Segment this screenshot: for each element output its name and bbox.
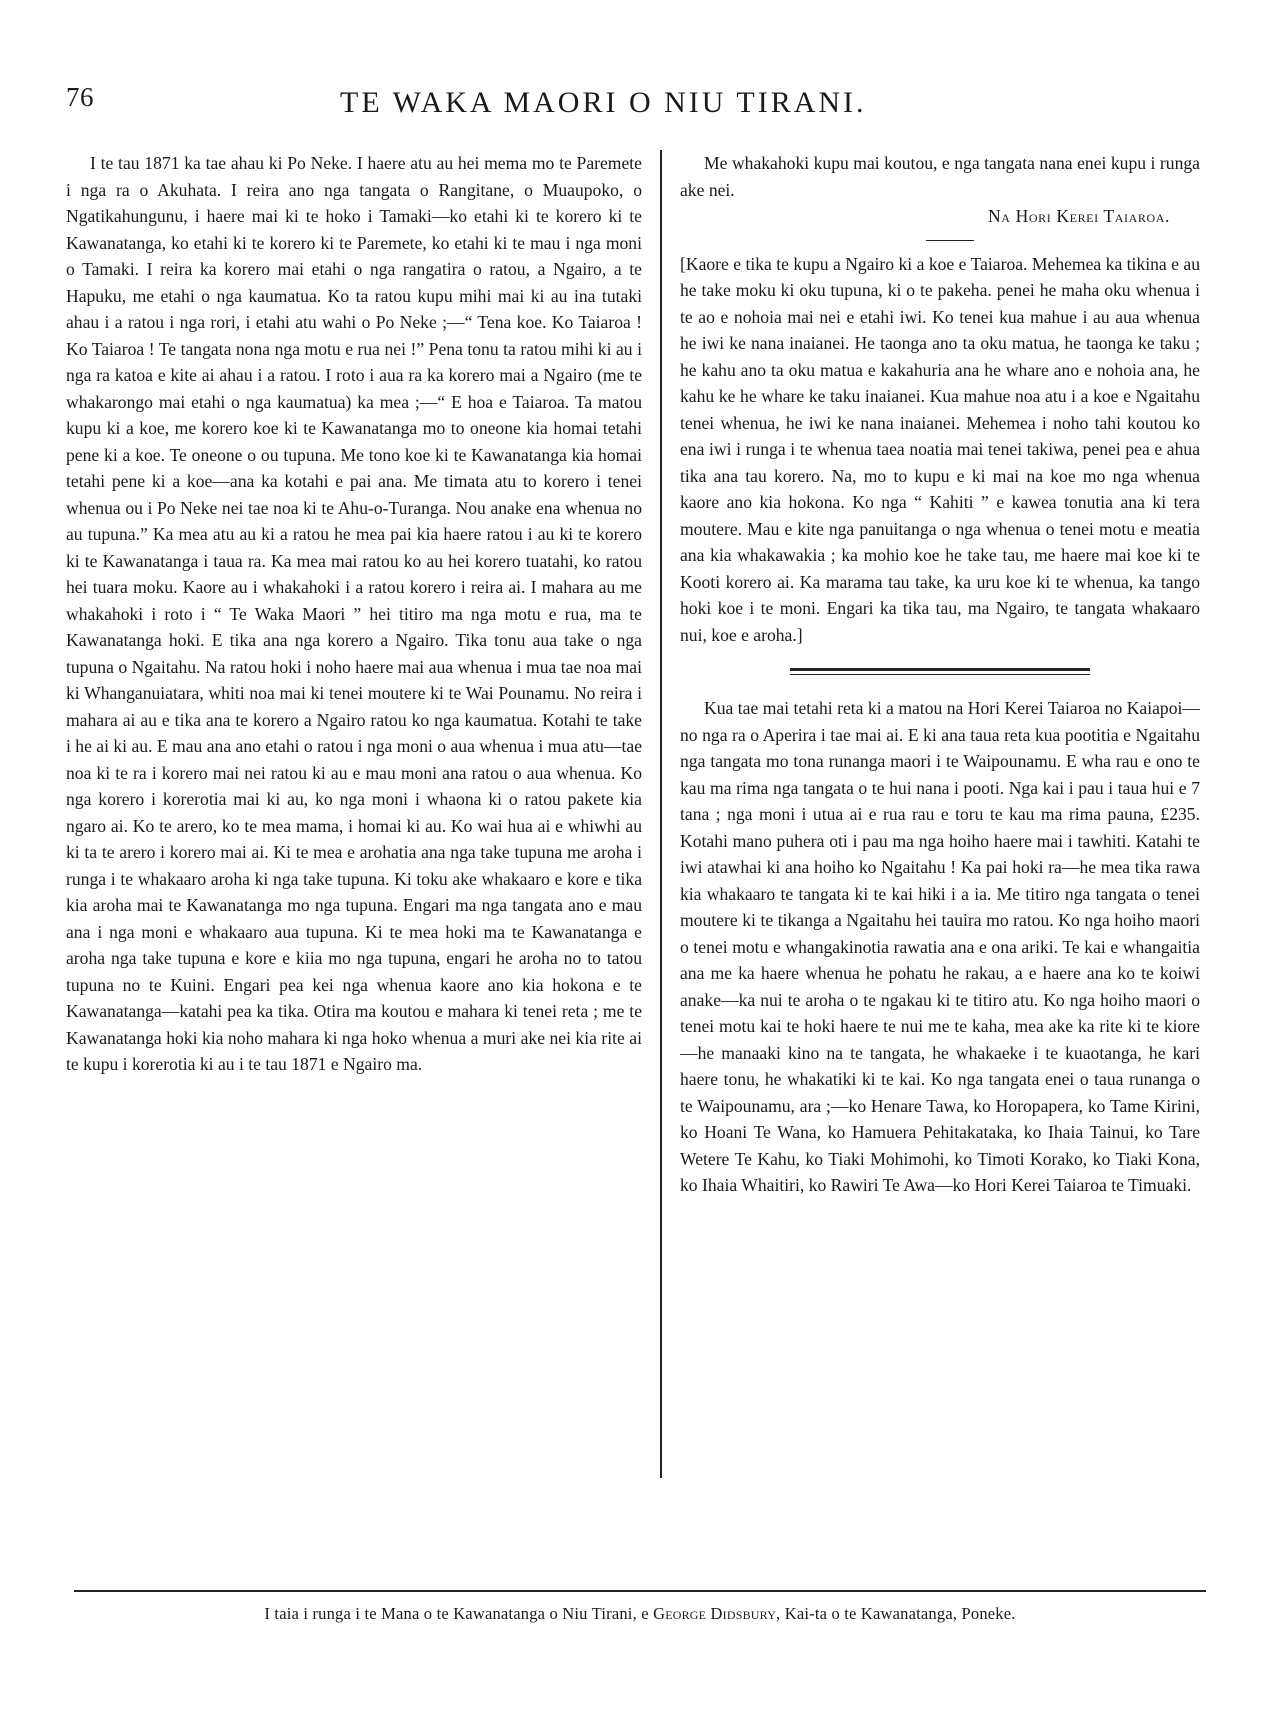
letter-text: Kua tae mai tetahi reta ki a matou na Hori Kerei Taiaroa no Kaiapoi—no nga ra o Aperira i tae mai ai. E ki ana taua reta kua pootitia e Ngaitahu nga tangata mo tona runanga maori i te Waipounamu. E wha rau e ono te kau ma rima nga tangata o te hui nana i pooti. Nga kai i pau i taua hui e 7 tana ; nga moni i utua ai e rua rau e toru te kau ma rima pauna, £235. Kotahi mano puhera oti i pau ma nga hoiho haere mai i tawhiti. Katahi te iwi atawhai ki ana hoiho ko Ngaitahu ! Ka pai hoki ra—he mea tika rawa kia whakaaro te tangata ki te kai hiki i a ia. Me titiro nga tangata o tenei moutere ki te tikanga a Ngaitahu hei tauira mo ratou. Ko nga hoiho maori o tenei motu e whangakinotia rawatia ana e ona ariki. Te kai e whangaitia ana me ka haere whenua he pohatu he rakau, a e haere ana ko te koiwi anake—ka nui te aroha o te ngakau ki te titiro atu. Ko nga hoiho maori o tenei motu kai te hoki haere te nui me te kaha, mea ake ka rite ki te kiore—he manaaki kino na te tangata, he whakaeke i te kuaotanga, he kari haere tonu, he whakatiki ki te kai. Ko nga tangata enei o taua runanga o te Waipounamu, ara ;—ko Henare Tawa, ko Horopapera, ko Tame Kirini, ko Hoani Te Wana, ko Hamuera Pehitakataka, ko Ihaia Tainui, ko Tare Wetere Te Kahu, ko Tiaki Mohimohi, ko Timoti Korako, ko Tiaki Kona, ko Ihaia Whaitiri, ko Rawiri Te Awa—ko Hori Kerei Taiaroa te Timuaki. <box>680 698 1200 1196</box>
right-column <box>680 150 1200 1199</box>
column-divider <box>660 150 662 1478</box>
left-column <box>66 150 642 1078</box>
footer-suffix: Kai-ta o te Kawanatanga, Poneke. <box>784 1604 1016 1623</box>
editor-note <box>680 251 1200 649</box>
footer-prefix: I taia i runga i te Mana o te Kawanatanga o Niu Tirani, e <box>264 1604 649 1623</box>
section-divider <box>790 668 1090 675</box>
running-head: TE WAKA MAORI O NIU TIRANI. <box>340 86 867 119</box>
signature: Na Hori Kerei Taiaroa. <box>988 206 1170 226</box>
footer-divider <box>74 1590 1206 1592</box>
closing-paragraph: Me whakahoki kupu mai koutou, e nga tangata nana enei kupu i runga ake nei. <box>680 153 1200 200</box>
editor-note-text: [Kaore e tika te kupu a Ngairo ki a koe e Taiaroa. Mehemea ka tikina e au he take moku ki oku tupuna, ki o te pakeha. penei he maha oku whenua i te ao e nohoia mai nei e etahi iwi. Ko tenei kua mahue i au aua whenua he iwi ke nana inaianei. He taonga ano ta oku matua, he taonga ke taku ; he kahu ano ta oku matua e kakahuria ana he whare ano e nohoia ana, he kahu ke he whare ke taku inaianei. Kua mahue noa atu i a koe e Ngaitahu tenei whenua, he iwi ke nana inaianei. Mehemea i noho tahi koutou ko ena iwi i runga i te whenua taea noatia mai tenei takiwa, penei pea e ahua tika ana tau korero. Na, mo to kupu e ki mai na koe mo nga whenua kaore ano kia hokona. Ko nga “ Kahiti ” e kawea tonutia ana ki tera moutere. Mau e kite nga panuitanga o nga whenua o tenei motu e meatia ana kia whakawakia ; ka mohio koe he take tau, me haere mai koe ki te Kooti korero ai. Ka marama tau take, ka uru koe ki te whenua, ka tango hoki koe i te moni. Engari ka tika tau, ma Ngairo, te tangata whakaaro nui, koe e aroha.] <box>680 253 1200 645</box>
imprint-footer <box>74 1604 1206 1624</box>
short-divider <box>926 240 974 241</box>
page-number: 76 <box>66 82 94 112</box>
footer-printer: George Didsbury, <box>653 1604 781 1623</box>
body-paragraph: I te tau 1871 ka tae ahau ki Po Neke. I haere atu au hei mema mo te Paremete i nga ra o Akuhata. I reira ano nga tangata o Rangitane, o Muaupoko, o Ngatikahungunu, i haere mai ki te hoko i Tamaki—ko etahi ki te korero ki te Kawanatanga, ko etahi ki te korero ki te Paremete, ko etahi ki te mau i nga moni o Tamaki. I reira ka korero mai etahi o nga rangatira o ratou, a Ngairo, a te Hapuku, me etahi o nga kaumatua. Ko ta ratou kupu mihi mai ki au ina tutaki ahau i a ratou i nga rori, i etahi atu wahi o Po Neke ;—“ Tena koe. Ko Taiaroa ! Ko Taiaroa ! Te tangata nona nga motu e rua nei !” Pena tonu ta ratou mihi ki au i nga ra katoa e kite ai ahau i a ratou. I roto i aua ra ka korero mai a Ngairo (me te whakarongo mai etahi o nga kaumatua) ka mea ;—“ E hoa e Taiaroa. Ta matou kupu ki a koe, me korero koe ki te Kawanatanga mo to oneone kia homai tetahi pene ki a koe. Te oneone o ou tupuna. Me tono koe ki te Kawanatanga kia homai tetahi pene ki a koe—ana ka kotahi e pai ana. Me timata atu to korero i tenei whenua ou i Po Neke nei tae noa ki te Ahu-o-Turanga. Nou anake ena whenua no au tupuna.” Ka mea atu au ki a ratou he mea pai kia haere ratou i au ki te korero ki te Kawanatanga i taua ra. Ka mea mai ratou ko au hei korero tuatahi, ko ratou hei tuara moku. Kaore au i whakahoki i a ratou korero i reira ai. I mahara au me whakahoki i roto i “ Te Waka Maori ” hei titiro ma nga motu e rua, ma te Kawanatanga hoki. E tika ana nga korero a Ngairo. Tika tonu aua take o nga tupuna o Ngaitahu. Na ratou hoki i noho haere mai aua whenua i mua tae noa mai ki Whanganuiatara, whiti noa mai ki tenei moutere ki te Wai Pounamu. No reira i mahara ai au e tika ana te korero a Ngairo ratou ko nga kaumatua. Kotahi te take i he ai ki au. E mau ana ano etahi o ratou i nga moni o aua whenua i mua atu—tae noa ki te ra i korero mai nei ratou ki au e mau moni ana ratou o aua whenua. Ko nga korero i korerotia mai ki au, ko nga moni i whaona ki o ratou pakete kia ngaro ai. Ko te arero, ko te mea mama, i homai ki au. Ko wai hua ai e whiwhi au ki ta te arero i korero mai ai. Ki te mea e arohatia ana nga take tupuna me aroha i runga i te whakaaro aroha ki nga take tupuna. Ki toku ake whakaaro e kore e tika kia aroha mai te Kawanatanga mo nga tupuna. Engari ma nga tangata ano e mau ana i nga moni e whakaaro aua tupuna. Ki te mea hoki ma te Kawanatanga e aroha nga take tupuna e kore e kiia mo nga tupuna, engari he aroha no to tatou tupuna no te Kuini. Engari pea kei nga whenua kaore ano kia hokona e te Kawanatanga—katahi pea ka tika. Otira ma koutou e mahara ki tenei reta ; me te Kawanatanga hoki kia noho mahara ki nga hoko whenua a muri ake nei kia rite ai te kupu i korerotia ki au i te tau 1871 e Ngairo ma. <box>66 153 642 1074</box>
letter-article <box>680 695 1200 1199</box>
